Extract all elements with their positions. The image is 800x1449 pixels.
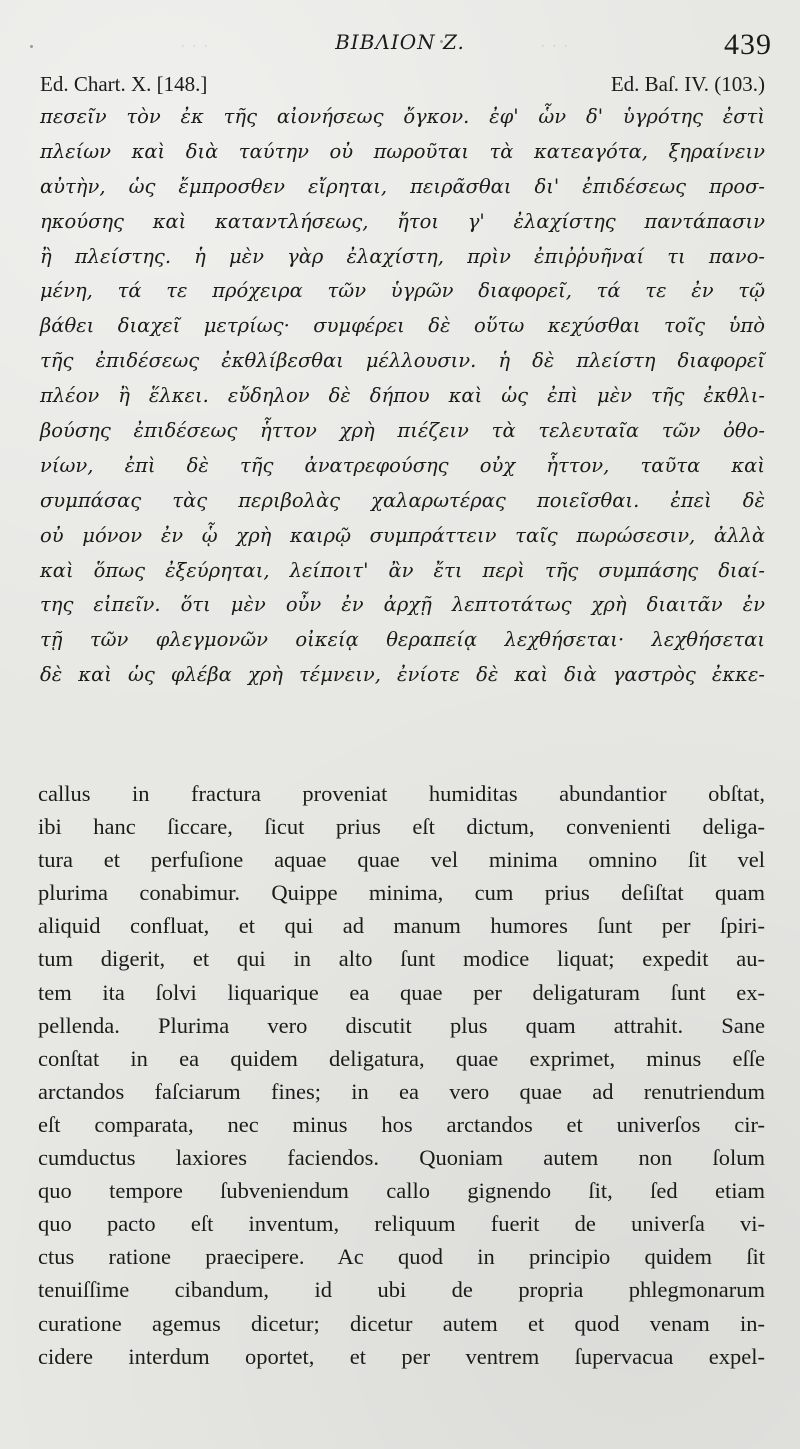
latin-line: tem ita ſolvi liquarique ea quae per deligaturam ſunt ex-	[38, 979, 765, 1005]
greek-line: καὶ ὅπως ἐξεύρηται, λείποιτ' ἂν ἔτι περὶ τῆς συμπάσης διαί-	[40, 558, 765, 582]
greek-line: πλείων καὶ διὰ ταύτην οὐ πωροῦται τὰ κατεαγότα, ξηραίνειν	[40, 139, 765, 163]
latin-line: cidere interdum oportet, et per ventrem ſupervacua expel-	[38, 1343, 765, 1369]
greek-line: της εἰπεῖν. ὅτι μὲν οὖν ἐν ἀρχῇ λεπτοτάτως χρὴ διαιτᾶν ἐν	[40, 593, 765, 617]
greek-line: αὐτὴν, ὡς ἔμπροσθεν εἴρηται, πειρᾶσθαι δι' ἐπιδέσεως προσ-	[40, 174, 765, 198]
page-number: 439	[724, 28, 772, 61]
greek-line: πεσεῖν τὸν ἐκ τῆς αἰονήσεως ὄγκον. ἐφ' ὧν δ' ὑγρότης ἐστὶ	[40, 105, 765, 128]
latin-line: callus in fractura proveniat humiditas abundantior obſtat,	[38, 781, 765, 806]
greek-line: νίων, ἐπὶ δὲ τῆς ἀνατρεφούσης οὐχ ἧττον, ταῦτα καὶ	[40, 453, 765, 477]
greek-line: τῇ τῶν φλεγμονῶν οἰκείᾳ θεραπείᾳ λεχθήσεται· λεχθήσεται	[40, 628, 765, 652]
greek-line: τῆς ἐπιδέσεως ἐκθλίβεσθαι μέλλουσιν. ἡ δὲ πλείστη διαφορεῖ	[40, 349, 765, 373]
latin-line: tura et perfuſione aquae quae vel minima omnino ſit vel	[38, 847, 765, 873]
latin-line: pellenda. Plurima vero discutit plus quam attrahit. Sane	[38, 1012, 765, 1038]
running-title: BIBΛΙΟΝ Z.	[335, 30, 465, 54]
running-head	[0, 30, 800, 60]
greek-line: ἢ πλείστης. ἡ μὲν γὰρ ἐλαχίστη, πρὶν ἐπιῤῥυῆναί τι πανο-	[40, 244, 765, 268]
latin-line: tum digerit, et qui in alto ſunt modice liquat; expedit au-	[38, 946, 765, 972]
greek-line: συμπάσας τὰς περιβολὰς χαλαρωτέρας ποιεῖσθαι. ἐπεὶ δὲ	[40, 488, 765, 512]
latin-line: arctandos faſciarum fines; in ea vero quae ad renutriendum	[38, 1078, 765, 1104]
latin-line: cumductus laxiores faciendos. Quoniam autem non ſolum	[38, 1145, 765, 1171]
edition-basel: Ed. Baſ. IV. (103.)	[610, 72, 765, 96]
greek-line: ηκούσης καὶ καταντλήσεως, ἤτοι γ' ἐλαχίστης παντάπασιν	[40, 209, 765, 233]
greek-line: μένη, τά τε πρόχειρα τῶν ὑγρῶν διαφορεῖ, τά τε ἐν τῷ	[40, 279, 765, 303]
latin-text-block	[38, 777, 765, 1373]
greek-text-block	[40, 100, 765, 693]
latin-line: conſtat in ea quidem deligatura, quae exprimet, minus eſſe	[38, 1045, 765, 1071]
greek-line: οὐ μόνον ἐν ᾧ χρὴ καιρῷ συμπράττειν ταῖς πωρώσεσιν, ἀλλὰ	[40, 523, 765, 547]
edition-chartier: Ed. Chart. X. [148.]	[40, 72, 208, 96]
latin-line: aliquid confluat, et qui ad manum humores ſunt per ſpiri-	[38, 913, 765, 939]
latin-line: eſt comparata, nec minus hos arctandos et univerſos cir-	[38, 1111, 765, 1137]
show-through-mark: · · ·	[540, 36, 569, 57]
greek-line: βούσης ἐπιδέσεως ἧττον χρὴ πιέζειν τὰ τελευταῖα τῶν ὀθο-	[40, 419, 765, 443]
greek-line: δὲ καὶ ὡς φλέβα χρὴ τέμνειν, ἐνίοτε δὲ καὶ διὰ γαστρὸς ἐκκε-	[40, 663, 765, 687]
show-through-mark: · · ·	[180, 36, 209, 57]
latin-line: ctus ratione praecipere. Ac quod in principio quidem ſit	[38, 1244, 765, 1270]
latin-line: ibi hanc ſiccare, ſicut prius eſt dictum, convenienti deliga-	[38, 814, 765, 840]
greek-line: βάθει διαχεῖ μετρίως· συμφέρει δὲ οὕτω κεχύσθαι τοῖς ὑπὸ	[40, 314, 765, 338]
latin-line: curatione agemus dicetur; dicetur autem et quod venam in-	[38, 1310, 765, 1336]
latin-line: tenuiſſime cibandum, id ubi de propria phlegmonarum	[38, 1277, 765, 1303]
latin-line: plurima conabimur. Quippe minima, cum prius deſiſtat quam	[38, 880, 765, 906]
latin-line: quo pacto eſt inventum, reliquum fuerit de univerſa vi-	[38, 1211, 765, 1237]
greek-line: πλέον ἢ ἕλκει. εὔδηλον δὲ δήπου καὶ ὡς ἐπὶ μὲν τῆς ἐκθλι-	[40, 384, 765, 408]
edition-line	[40, 72, 765, 100]
latin-line: quo tempore ſubveniendum callo gignendo ſit, ſed etiam	[38, 1178, 765, 1204]
